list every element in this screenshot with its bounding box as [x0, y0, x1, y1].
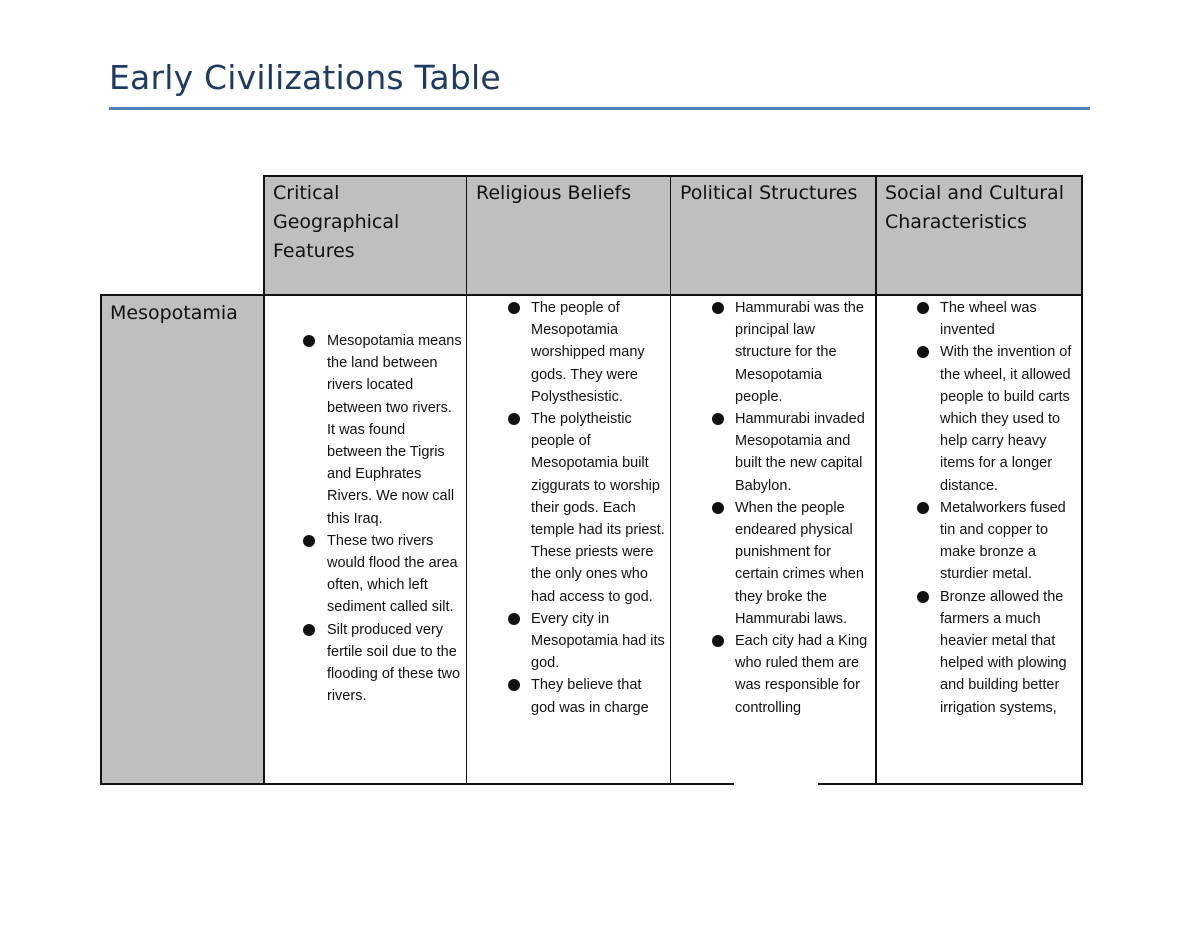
- row-label-fill: [100, 295, 264, 785]
- politics-list: [709, 297, 873, 719]
- list-item: Each city had a King who ruled them are was responsible for controlling: [709, 630, 873, 719]
- list-item: With the invention of the wheel, it allowed people to build carts which they used to help carry heavy items for a longer distance.: [914, 341, 1080, 496]
- header-politics: Political Structures: [680, 182, 858, 204]
- cell-geography: [300, 330, 462, 707]
- geography-list: [300, 330, 462, 707]
- religion-list: [505, 297, 667, 719]
- row-label-mesopotamia: Mesopotamia: [110, 302, 238, 324]
- header-geography: Critical Geographical Features: [273, 182, 400, 262]
- header-social: Social and Cultural Characteristics: [885, 182, 1064, 233]
- list-item: When the people endeared physical punishment for certain crimes when they broke the Hammurabi laws.: [709, 497, 873, 630]
- col-divider-4: [875, 175, 877, 785]
- list-item: The people of Mesopotamia worshipped many gods. They were Polysthesistic.: [505, 297, 667, 408]
- border-header-bottom: [100, 294, 1083, 296]
- border-top: [264, 175, 1083, 177]
- list-item: Bronze allowed the farmers a much heavier metal that helped with plowing and building better irrigation systems,: [914, 586, 1080, 719]
- cell-politics: [709, 297, 873, 719]
- list-item: Mesopotamia means the land between rivers located between two rivers. It was found between the Tigris and Euphrates Rivers. We now call this Iraq.: [300, 330, 462, 530]
- list-item: The polytheistic people of Mesopotamia built ziggurats to worship their gods. Each temple had its priest. These priests were the only ones who had access to god.: [505, 408, 667, 608]
- civilizations-table: [100, 175, 1083, 785]
- list-item: These two rivers would flood the area often, which left sediment called silt.: [300, 530, 462, 619]
- list-item: Metalworkers fused tin and copper to make bronze a sturdier metal.: [914, 497, 1080, 586]
- list-item: Silt produced very fertile soil due to the flooding of these two rivers.: [300, 619, 462, 708]
- col-divider-2: [466, 175, 467, 785]
- list-item: Hammurabi invaded Mesopotamia and built the new capital Babylon.: [709, 408, 873, 497]
- cell-social: [914, 297, 1080, 719]
- list-item: The wheel was invented: [914, 297, 1080, 341]
- social-list: [914, 297, 1080, 719]
- border-bottom-right: [818, 783, 1083, 785]
- page-title: Early Civilizations Table: [109, 58, 501, 97]
- header-religion: Religious Beliefs: [476, 182, 632, 204]
- col-divider-1: [263, 175, 265, 785]
- col-divider-3: [670, 175, 671, 785]
- title-underline: [109, 107, 1090, 110]
- list-item: Every city in Mesopotamia had its god.: [505, 608, 667, 675]
- list-item: Hammurabi was the principal law structure for the Mesopotamia people.: [709, 297, 873, 408]
- border-bottom: [100, 783, 734, 785]
- cell-religion: [505, 297, 667, 719]
- list-item: They believe that god was in charge: [505, 674, 667, 718]
- border-left: [100, 294, 102, 785]
- border-right: [1081, 175, 1083, 785]
